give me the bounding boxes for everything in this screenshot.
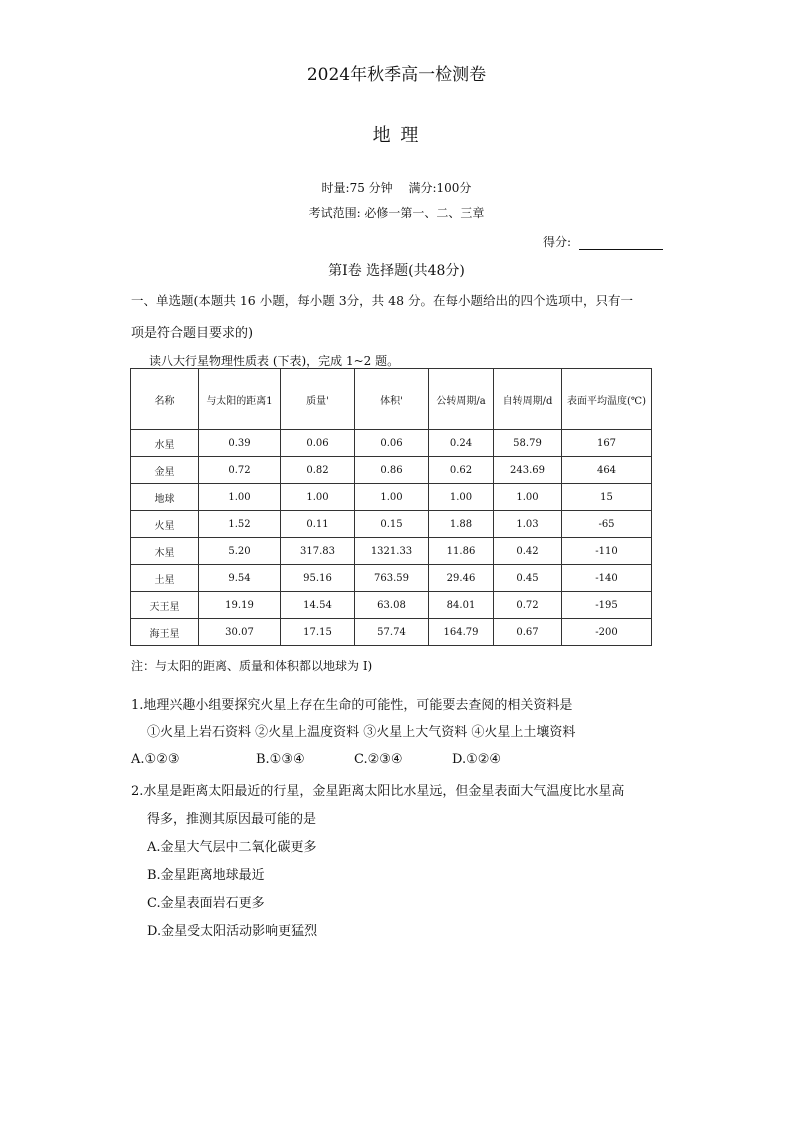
table-row (131, 511, 652, 538)
header-cell: 表面平均温度(℃) (562, 369, 652, 430)
table-cell: 164.79 (429, 619, 494, 646)
section-title: 第Ⅰ卷 选择题(共48分) (328, 263, 465, 279)
table-cell: 0.11 (281, 511, 355, 538)
table-cell: 5.20 (199, 538, 281, 565)
table-cell: 0.86 (355, 457, 429, 484)
table-cell: -200 (562, 619, 652, 646)
table-note: 注：与太阳的距离、质量和体积都以地球为 I) (131, 659, 373, 673)
table-cell: 11.86 (429, 538, 494, 565)
table-cell: 0.62 (429, 457, 494, 484)
question-1-stem: 1.地理兴趣小组要探究火星上存在生命的可能性，可能要去查阅的相关资料是 (131, 698, 573, 713)
table-cell: 1.03 (494, 511, 562, 538)
question-1-option-c: C.②③④ (354, 752, 403, 767)
header-cell: 名称 (131, 369, 199, 430)
table-cell: 0.72 (494, 592, 562, 619)
planet-table (130, 368, 652, 646)
table-cell: 金星 (131, 457, 199, 484)
table-cell: 地球 (131, 484, 199, 511)
table-cell: 317.83 (281, 538, 355, 565)
table-cell: 9.54 (199, 565, 281, 592)
table-row (131, 592, 652, 619)
table-cell: 243.69 (494, 457, 562, 484)
table-cell: 火星 (131, 511, 199, 538)
question-2-option-a: A.金星大气层中二氧化碳更多 (147, 840, 317, 855)
table-intro: 读八大行星物理性质表 (下表)，完成 1~2 题。 (149, 354, 400, 368)
table-cell: 0.67 (494, 619, 562, 646)
question-2-stem-line-1: 2.水星是距离太阳最近的行星，金星距离太阳比水星远，但金星表面大气温度比水星高 (131, 784, 625, 799)
table-cell: 0.06 (281, 430, 355, 457)
table-cell: 0.39 (199, 430, 281, 457)
table-cell: 464 (562, 457, 652, 484)
header-cell: 与太阳的距离1 (199, 369, 281, 430)
table-cell: 29.46 (429, 565, 494, 592)
header-cell: 公转周期/a (429, 369, 494, 430)
header-cell: 质量' (281, 369, 355, 430)
table-header-row (131, 369, 652, 430)
score-blank (579, 236, 663, 250)
table-cell: 0.24 (429, 430, 494, 457)
table-row (131, 457, 652, 484)
table-cell: 1.88 (429, 511, 494, 538)
table-row (131, 430, 652, 457)
table-cell: 17.15 (281, 619, 355, 646)
table-cell: 1.00 (494, 484, 562, 511)
table-cell: 63.08 (355, 592, 429, 619)
header-cell: 自转周期/d (494, 369, 562, 430)
table-cell: 天王星 (131, 592, 199, 619)
table-row (131, 484, 652, 511)
time-info: 时量:75 分钟 满分:100分 (321, 181, 472, 195)
table-cell: 167 (562, 430, 652, 457)
table-cell: 0.82 (281, 457, 355, 484)
table-cell: 水星 (131, 430, 199, 457)
table-cell: 1.00 (199, 484, 281, 511)
table-cell: 30.07 (199, 619, 281, 646)
table-cell: -195 (562, 592, 652, 619)
table-cell: 14.54 (281, 592, 355, 619)
table-cell: 0.15 (355, 511, 429, 538)
subject-title: 地 理 (372, 125, 421, 146)
table-cell: 土星 (131, 565, 199, 592)
table-cell: 0.42 (494, 538, 562, 565)
table-cell: 84.01 (429, 592, 494, 619)
score-label: 得分: (542, 235, 571, 249)
table-cell: 95.16 (281, 565, 355, 592)
table-cell: 0.72 (199, 457, 281, 484)
question-2-option-c: C.金星表面岩石更多 (147, 896, 265, 911)
table-cell: -65 (562, 511, 652, 538)
instruction-line-2: 项是符合题目要求的) (131, 326, 254, 341)
table-cell: 木星 (131, 538, 199, 565)
instruction-line-1: 一、单选题(本题共 16 小题，每小题 3分，共 48 分。在每小题给出的四个选项中，只有一 (131, 293, 634, 308)
table-cell: 1.00 (355, 484, 429, 511)
question-2-option-b: B.金星距离地球最近 (147, 868, 265, 883)
table-cell: 0.45 (494, 565, 562, 592)
table-cell: 1321.33 (355, 538, 429, 565)
table-cell: -140 (562, 565, 652, 592)
table-cell: 海王星 (131, 619, 199, 646)
table-cell: 1.00 (429, 484, 494, 511)
table-row (131, 619, 652, 646)
exam-title: 2024年秋季高一检测卷 (306, 65, 487, 85)
question-1-option-b: B.①③④ (256, 752, 305, 767)
table-cell: 15 (562, 484, 652, 511)
table-row (131, 538, 652, 565)
question-2-stem-line-2: 得多，推测其原因最可能的是 (147, 812, 317, 827)
table-cell: 1.00 (281, 484, 355, 511)
table-cell: 19.19 (199, 592, 281, 619)
question-1-materials: ①火星上岩石资料 ②火星上温度资料 ③火星上大气资料 ④火星上土壤资料 (147, 725, 576, 740)
score-field (543, 233, 663, 250)
table-cell: -110 (562, 538, 652, 565)
table-cell: 57.74 (355, 619, 429, 646)
question-1-option-a: A.①②③ (131, 752, 180, 767)
table-cell: 763.59 (355, 565, 429, 592)
question-1-option-d: D.①②④ (452, 752, 502, 767)
header-cell: 体积' (355, 369, 429, 430)
question-2-option-d: D.金星受太阳活动影响更猛烈 (147, 924, 318, 939)
exam-scope: 考试范围: 必修一第一、二、三章 (308, 206, 485, 220)
table-row (131, 565, 652, 592)
table-cell: 58.79 (494, 430, 562, 457)
table-cell: 0.06 (355, 430, 429, 457)
table-cell: 1.52 (199, 511, 281, 538)
